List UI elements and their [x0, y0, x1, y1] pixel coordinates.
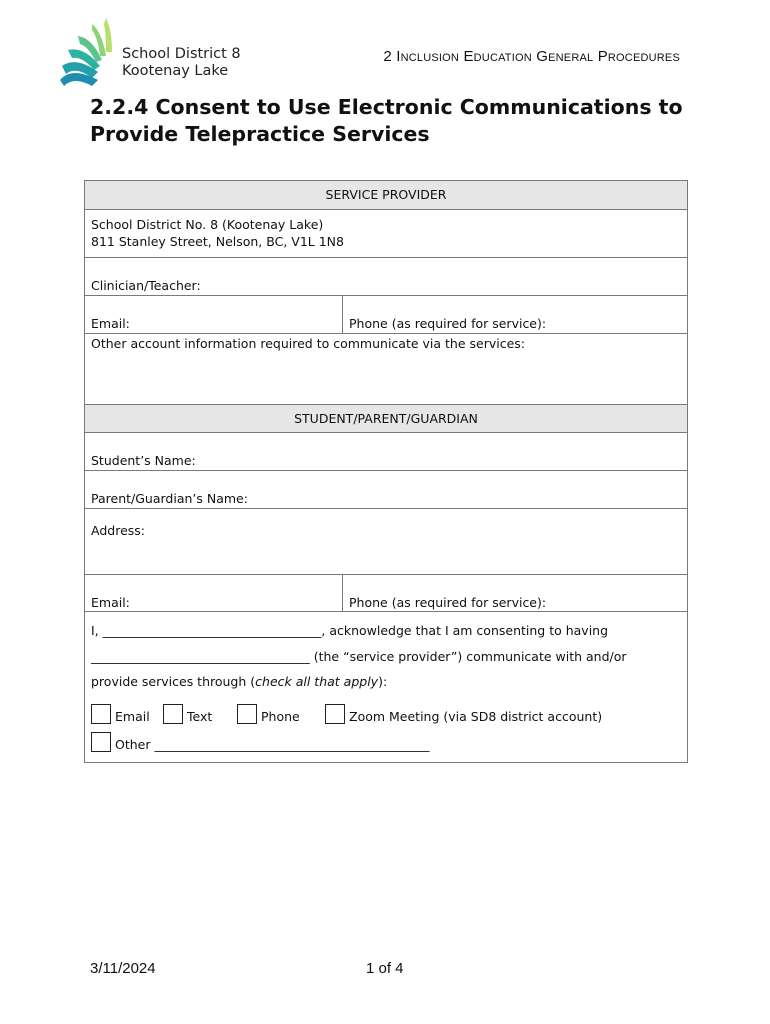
consent-line2: ___________________________________ (the “service provider”) communicate with and/or	[91, 649, 627, 664]
student-address-label: Address:	[91, 523, 145, 538]
option-text[interactable]	[163, 704, 212, 724]
student-phone-field[interactable]	[343, 575, 687, 611]
org-line1: School District 8	[122, 46, 241, 62]
student-heading	[85, 405, 687, 433]
provider-address-line1: School District No. 8 (Kootenay Lake)	[91, 217, 324, 232]
student-email-label: Email:	[91, 595, 130, 610]
consent-line3	[91, 674, 387, 689]
footer-date: 3/11/2024	[90, 960, 156, 977]
student-phone-label: Phone (as required for service):	[349, 595, 547, 610]
page-title	[90, 94, 690, 148]
page-number: 1 of 4	[366, 960, 404, 977]
clinician-label: Clinician/Teacher:	[91, 278, 201, 293]
option-phone-label: Phone	[261, 709, 300, 724]
consent-line3-suffix: ):	[378, 674, 388, 689]
consent-form	[84, 180, 688, 763]
consent-block	[85, 612, 687, 762]
option-zoom-label: Zoom Meeting (via SD8 district account)	[349, 709, 603, 724]
option-email[interactable]	[91, 704, 150, 724]
zoom-checkbox[interactable]	[325, 704, 345, 724]
provider-email-field[interactable]	[85, 296, 343, 333]
student-name-label: Student’s Name:	[91, 453, 196, 468]
text-checkbox[interactable]	[163, 704, 183, 724]
phone-checkbox[interactable]	[237, 704, 257, 724]
provider-phone-field[interactable]	[343, 296, 687, 333]
provider-contact-row	[85, 296, 687, 333]
option-other[interactable]	[91, 732, 429, 752]
org-name	[122, 46, 241, 80]
org-line2: Kootenay Lake	[122, 63, 229, 79]
guardian-name-label: Parent/Guardian’s Name:	[91, 491, 248, 506]
option-text-label: Text	[187, 709, 213, 724]
service-provider-heading	[85, 181, 687, 210]
consent-line3-prefix: provide services through (	[91, 674, 256, 689]
other-checkbox[interactable]	[91, 732, 111, 752]
provider-address-row	[85, 210, 687, 258]
option-email-label: Email	[115, 709, 150, 724]
student-address-row[interactable]	[85, 509, 687, 575]
provider-address-line2: 811 Stanley Street, Nelson, BC, V1L 1N8	[91, 234, 344, 249]
consent-line1: I, ___________________________________, acknowledge that I am consenting to having	[91, 623, 609, 638]
guardian-name-row[interactable]	[85, 471, 687, 509]
student-contact-row	[85, 575, 687, 612]
option-phone[interactable]	[237, 704, 300, 724]
consent-line3-italic: check all that apply	[255, 674, 379, 689]
student-email-field[interactable]	[85, 575, 343, 611]
section-title: 2 Inclusion Education General Procedures	[383, 48, 680, 65]
email-checkbox[interactable]	[91, 704, 111, 724]
provider-phone-label: Phone (as required for service):	[349, 316, 547, 331]
other-account-label: Other account information required to communicate via the services:	[91, 336, 526, 351]
clinician-row[interactable]	[85, 258, 687, 296]
option-zoom[interactable]	[325, 704, 602, 724]
title-line2: Provide Telepractice Services	[90, 122, 430, 146]
provider-email-label: Email:	[91, 316, 130, 331]
option-other-label: Other ____________________________________________	[115, 737, 430, 752]
school-district-logo-icon	[58, 16, 120, 88]
other-account-row[interactable]	[85, 333, 687, 405]
service-provider-heading-text: SERVICE PROVIDER	[325, 187, 447, 202]
student-name-row[interactable]	[85, 433, 687, 471]
title-line1: 2.2.4 Consent to Use Electronic Communications to	[90, 95, 683, 119]
student-heading-text: STUDENT/PARENT/GUARDIAN	[294, 411, 478, 426]
